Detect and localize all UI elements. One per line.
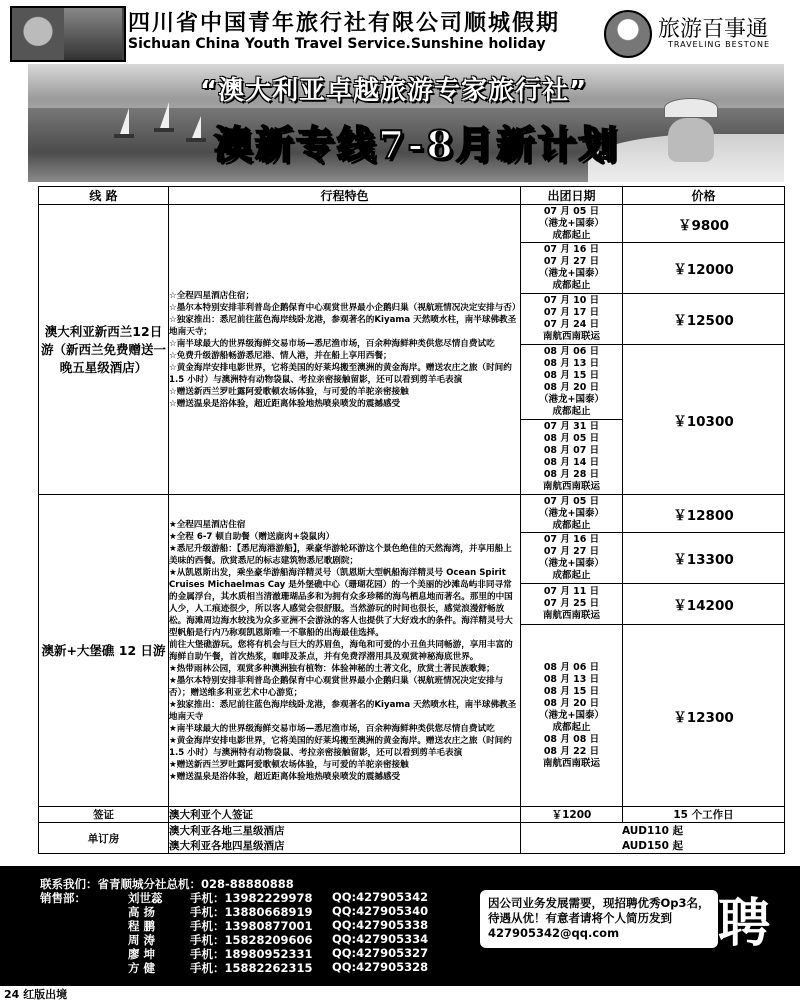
hotel-row [39,823,785,854]
banner-headline: 澳新专线7-8月新计划 [214,122,620,167]
visa-row [39,807,785,823]
list-item: 程 鹏 手机：13980877001 QQ:427905338 [128,918,429,933]
visa-price: ￥1200 [521,807,623,823]
departure-dates: 07 月 16 日 07 月 27 日 （港龙+国泰） 成都起止 [521,243,623,294]
company-name-en: Sichuan China Youth Travel Service.Sunshine holiday [128,36,546,52]
sales-contact-list [128,890,458,974]
table-header-row [39,187,785,205]
price: ￥10300 [623,345,785,495]
beach-umbrella-icon [664,98,718,118]
contact-section [0,866,800,986]
route-name: 澳大利亚新西兰12日游（新西兰免费赠送一晚五星级酒店） [39,205,169,495]
departure-dates: 07 月 16 日 07 月 27 日 （港龙+国泰） 成都起止 [521,533,623,584]
recruitment-notice [480,882,770,958]
route-name: 澳新+大堡礁 12 日游 [39,495,169,807]
company-name-cn: 四川省中国青年旅行社有限公司顺城假期 [128,11,561,36]
list-item: 刘世蕊 手机：13982229978 QQ:427905342 [128,890,429,905]
visa-note: 15 个工作日 [623,807,785,823]
departure-dates: 07 月 05 日 （港龙+国泰） 成都起止 [521,205,623,243]
price: ￥12500 [623,294,785,345]
departure-dates: 07 月 31 日 08 月 05 日 08 月 07 日 08 月 14 日 08 月 28 日 南航西南联运 [521,420,623,495]
departure-dates: 08 月 06 日 08 月 13 日 08 月 15 日 08 月 20 日 （港龙+国泰） 成都起止 [521,345,623,420]
price: ￥12800 [623,495,785,533]
banner-slogan: “澳大利亚卓越旅游专家旅行社” [200,76,588,106]
hotel-label: 单订房 [39,823,169,854]
col-header-dates: 出团日期 [521,187,623,205]
col-header-features: 行程特色 [169,187,521,205]
hotel-desc: 澳大利亚各地三星级酒店 澳大利亚各地四星级酒店 [169,823,521,854]
col-header-price: 价格 [623,187,785,205]
list-item: 周 涛 手机：15828209606 QQ:427905334 [128,932,429,947]
route-features: ☆全程四星酒店住宿； ☆墨尔本特别安排菲利普岛企鹅保育中心观赏世界最小企鹅归巢（视航班情况决定安排与否） ☆独家推出：悉尼前往蓝色海岸线卧龙港，参观著名的Kiyama 天然喷水柱，南半球佛教圣地南天寺； ☆南半球最大的世界级海鲜交易市场—悉尼渔市场，百余种海鲜种类供您尽情自费试吃 ☆免费升级游船畅游悉尼港、情人港，并在船上享用西餐； ☆黄金海岸安排电影世界，它将美国的好莱坞搬至澳洲的黄金海岸。赠送农庄之旅（时间约 1.5 小时）与澳洲特有动物袋鼠、考拉亲密接触留影，还可以看到剪羊毛表演 ☆赠送新西兰罗吐露阿爱歌顿农场体验，与可爱的羊驼亲密接触 ☆赠送温泉是浴体验，超近距离体验地热喷泉喷发的震撼感受 [169,205,521,495]
sailboat-icon [192,116,201,138]
price: ￥12000 [623,243,785,294]
list-item: 方 健 手机：15882262315 QQ:427905328 [128,960,429,975]
departure-dates: 07 月 10 日 07 月 17 日 07 月 24 日 南航西南联运 [521,294,623,345]
contact-headline: 联系我们：省青顺城分社总机：028-88880888 [40,877,294,891]
header [0,0,800,62]
visa-label: 签证 [39,807,169,823]
departure-dates: 07 月 11 日 07 月 25 日 南航西南联运 [521,584,623,625]
table-row [39,205,785,243]
price: ￥9800 [623,205,785,243]
company-logo [10,6,126,62]
price: ￥14200 [623,584,785,625]
route-features: ★全程四星酒店住宿 ★全程 6-7 顿自助餐（赠送鹿肉+袋鼠肉） ★悉尼升级游船：【悉尼海港游船】，乘豪华游轮环游这个景色绝佳的天然海湾，并享用船上美味的西餐。欣赏悉尼的标志建筑物悉尼歌剧院； ★从凯恩斯出发，乘坐豪华游船海洋精灵号（凯恩斯大型帆船海洋精灵号 Ocean Spirit Cruises Michaelmas Cay 是外堡礁中心（珊瑚花园）的一个美丽的沙滩岛屿非同寻常的金属浮台，其水质相当清澈珊瑚品多和为拥有众多珍稀的海鸟栖息地而著名。那里的中国人少，人工痕迹很少，所以客人感觉会很舒服。当然游玩的时间也很长，感觉浪漫舒畅放松。海滩周边海水较浅为众多亚洲不会游泳的客人也提供了大好戏水的条件。海洋精灵号大型帆船是行内乃称观凯恩斯唯一不靠船的出海最佳选择。 前往大堡礁游玩。您将有机会与巨大的苏眉鱼，海龟和可爱的小丑鱼共同畅游，享用丰富的海鲜自助午餐，首次热浆，咖啡及茶点，并有免费浮潜用具及观赏神秘海底世界。 ★热带雨林公园，观赏多种澳洲独有植物：体验神秘的土著文化，欣赏土著民族歌舞； ★墨尔本特别安排菲利普岛企鹅保育中心观赏世界最小企鹅归巢（视航班情况决定安排与否）；赠送维多利亚艺术中心游览； ★独家推出：悉尼前往蓝色海岸线卧龙港，参观著名的Kiyama 天然喷水柱，南半球佛教圣地南天寺 ★南半球最大的世界级海鲜交易市场—悉尼渔市场，百余种海鲜种类供您尽情自费试吃 ★黄金海岸安排电影世界，它将美国的好莱坞搬至澳洲的黄金海岸。赠送农庄之旅（时间约 1.5 小时）与澳洲特有动物袋鼠、考拉亲密接触留影，还可以看到剪羊毛表演 ★赠送新西兰罗吐露阿爱歌顿农场体验，与可爱的羊驼亲密接触 ★赠送温泉是浴体验，超近距离体验地热喷泉喷发的震撼感受 [169,495,521,807]
table-row [39,495,785,533]
brand-logo [604,10,790,56]
beach-person-image [668,118,714,162]
list-item: 廖 坤 手机：18980952331 QQ:427905327 [128,946,429,961]
brand-name: 旅游百事通 [658,17,769,42]
list-item: 高 扬 手机：13880668919 QQ:427905340 [128,904,429,919]
recruit-character: 聘 [718,893,771,954]
banner [28,64,784,182]
itinerary-table [38,186,785,854]
brand-name-en: TRAVELING BESTONE [668,40,770,49]
page-footer: 24 红版出境 [4,988,68,1001]
col-header-route: 线 路 [39,187,169,205]
brand-emblem-icon [604,10,652,58]
sailboat-icon [120,108,129,134]
sales-label: 销售部： [40,891,86,905]
price: ￥12300 [623,625,785,807]
departure-dates: 08 月 06 日 08 月 13 日 08 月 15 日 08 月 20 日 （港龙+国泰） 成都起止 08 月 08 日 08 月 22 日 南航西南联运 [521,625,623,807]
hotel-prices: AUD110 起 AUD150 起 [521,823,785,854]
departure-dates: 07 月 05 日 （港龙+国泰） 成都起止 [521,495,623,533]
recruitment-text: 因公司业务发展需要，现招聘优秀Op3名，待遇从优！有意者请将个人简历发到 427905342@qq.com [480,890,718,948]
sailboat-icon [160,102,169,128]
visa-desc: 澳大利亚个人签证 [169,807,521,823]
price: ￥13300 [623,533,785,584]
